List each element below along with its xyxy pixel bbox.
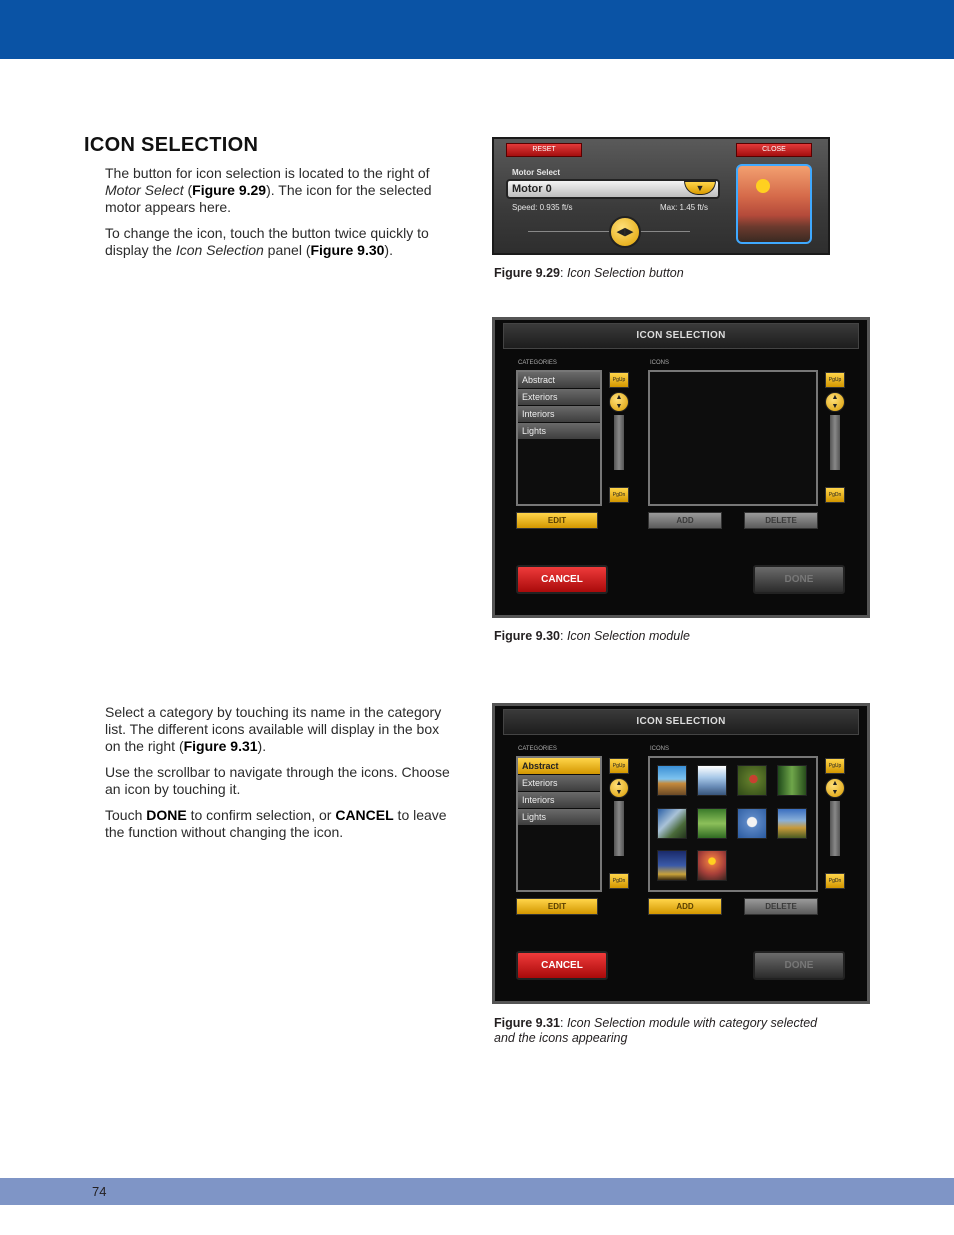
footer-band — [0, 1178, 954, 1205]
icons-box — [648, 370, 818, 506]
categories-label: CATEGORIES — [518, 746, 557, 752]
figure-9-30-screenshot — [492, 317, 870, 618]
icon-selection-button[interactable] — [736, 164, 812, 244]
icons-pgup-button[interactable]: PgUp — [825, 372, 845, 388]
edit-button[interactable]: EDIT — [516, 512, 598, 529]
delete-button[interactable]: DELETE — [744, 898, 818, 915]
category-scrollbar[interactable] — [614, 801, 624, 856]
motor-select-dropdown[interactable] — [506, 179, 720, 199]
category-scroll-arrows-icon[interactable]: ▲ ▼ — [609, 778, 629, 798]
add-button[interactable]: ADD — [648, 898, 722, 915]
close-button[interactable]: CLOSE — [736, 143, 812, 157]
icons-pgup-button[interactable]: PgUp — [825, 758, 845, 774]
body-text — [105, 704, 450, 850]
category-list — [516, 756, 602, 892]
category-item-interiors[interactable]: Interiors — [518, 406, 600, 422]
category-pgup-button[interactable]: PgUp — [609, 758, 629, 774]
page-number: 74 — [92, 1184, 107, 1199]
header-band — [0, 0, 954, 59]
edit-button[interactable]: EDIT — [516, 898, 598, 915]
add-button[interactable]: ADD — [648, 512, 722, 529]
category-item-abstract[interactable]: Abstract — [518, 372, 600, 388]
icons-pgdn-button[interactable]: PgDn — [825, 873, 845, 889]
module-title: ICON SELECTION — [503, 709, 859, 735]
category-pgdn-button[interactable]: PgDn — [609, 873, 629, 889]
icons-box — [648, 756, 818, 892]
category-list — [516, 370, 602, 506]
speed-slider-knob[interactable]: ◀▶ — [609, 216, 641, 248]
icons-scrollbar[interactable] — [830, 801, 840, 856]
icon-thumbnail-mountain-lake[interactable] — [657, 808, 687, 839]
icons-pgdn-button[interactable]: PgDn — [825, 487, 845, 503]
cancel-button[interactable]: CANCEL — [516, 951, 608, 980]
icon-thumbnail-sky[interactable] — [697, 765, 727, 796]
intro-paragraph-1: The button for icon selection is located to the right of Motor Select (Figure 9.29). The icon for the selected motor appears here. — [105, 165, 432, 215]
icons-scroll-arrows-icon[interactable]: ▲ ▼ — [825, 778, 845, 798]
category-item-abstract[interactable]: Abstract — [518, 758, 600, 774]
reset-button[interactable]: RESET — [506, 143, 582, 157]
intro-text — [105, 165, 450, 268]
max-speed-readout: Max: 1.45 ft/s — [660, 203, 709, 212]
module-title: ICON SELECTION — [503, 323, 859, 349]
icon-thumbnail-moon[interactable] — [737, 808, 767, 839]
category-pgdn-button[interactable]: PgDn — [609, 487, 629, 503]
category-item-lights[interactable]: Lights — [518, 423, 600, 439]
done-button[interactable]: DONE — [753, 951, 845, 980]
figure-9-30-caption: Figure 9.30: Icon Selection module — [494, 629, 690, 643]
icon-thumbnail-flower[interactable] — [737, 765, 767, 796]
chevron-down-icon[interactable]: ▼ — [684, 181, 716, 195]
icon-thumbnail-sunset[interactable] — [697, 850, 727, 881]
category-pgup-button[interactable]: PgUp — [609, 372, 629, 388]
category-item-interiors[interactable]: Interiors — [518, 792, 600, 808]
done-button[interactable]: DONE — [753, 565, 845, 594]
speed-readout: Speed: 0.935 ft/s — [512, 203, 573, 212]
category-item-exteriors[interactable]: Exteriors — [518, 389, 600, 405]
icon-thumbnail-autumn[interactable] — [777, 808, 807, 839]
icon-thumbnail-beach[interactable] — [657, 765, 687, 796]
category-item-exteriors[interactable]: Exteriors — [518, 775, 600, 791]
icons-label: ICONS — [650, 360, 670, 366]
cancel-button[interactable]: CANCEL — [516, 565, 608, 594]
category-scrollbar[interactable] — [614, 415, 624, 470]
body-paragraph-1: Select a category by touching its name in the category list. The different icons available will display in the box on the right (Figure 9.31). — [105, 704, 442, 754]
icons-scrollbar[interactable] — [830, 415, 840, 470]
motor-value: Motor 0 — [512, 183, 552, 195]
icon-thumbnail-forest[interactable] — [777, 765, 807, 796]
delete-button[interactable]: DELETE — [744, 512, 818, 529]
category-scroll-arrows-icon[interactable]: ▲ ▼ — [609, 392, 629, 412]
figure-9-31-caption: Figure 9.31: Icon Selection module with category selected and the icons appearing — [494, 1016, 818, 1045]
icons-scroll-arrows-icon[interactable]: ▲ ▼ — [825, 392, 845, 412]
body-paragraph-2: Use the scrollbar to navigate through the icons. Choose an icon by touching it. — [105, 764, 450, 797]
motor-select-label: Motor Select — [512, 168, 561, 177]
body-paragraph-3: Touch DONE to confirm selection, or CANCEL to leave the function without changing the icon. — [105, 807, 447, 840]
icons-label: ICONS — [650, 746, 670, 752]
icon-thumbnail-city-night[interactable] — [657, 850, 687, 881]
figure-9-31-screenshot — [492, 703, 870, 1004]
categories-label: CATEGORIES — [518, 360, 557, 366]
figure-9-29-caption: Figure 9.29: Icon Selection button — [494, 266, 684, 280]
section-title: ICON SELECTION — [84, 134, 259, 156]
sunset-icon — [756, 179, 770, 193]
icon-thumbnail-field[interactable] — [697, 808, 727, 839]
category-item-lights[interactable]: Lights — [518, 809, 600, 825]
intro-paragraph-2: To change the icon, touch the button twice quickly to display the Icon Selection panel (Figure 9.30). — [105, 225, 429, 258]
figure-9-29-screenshot — [492, 137, 830, 255]
